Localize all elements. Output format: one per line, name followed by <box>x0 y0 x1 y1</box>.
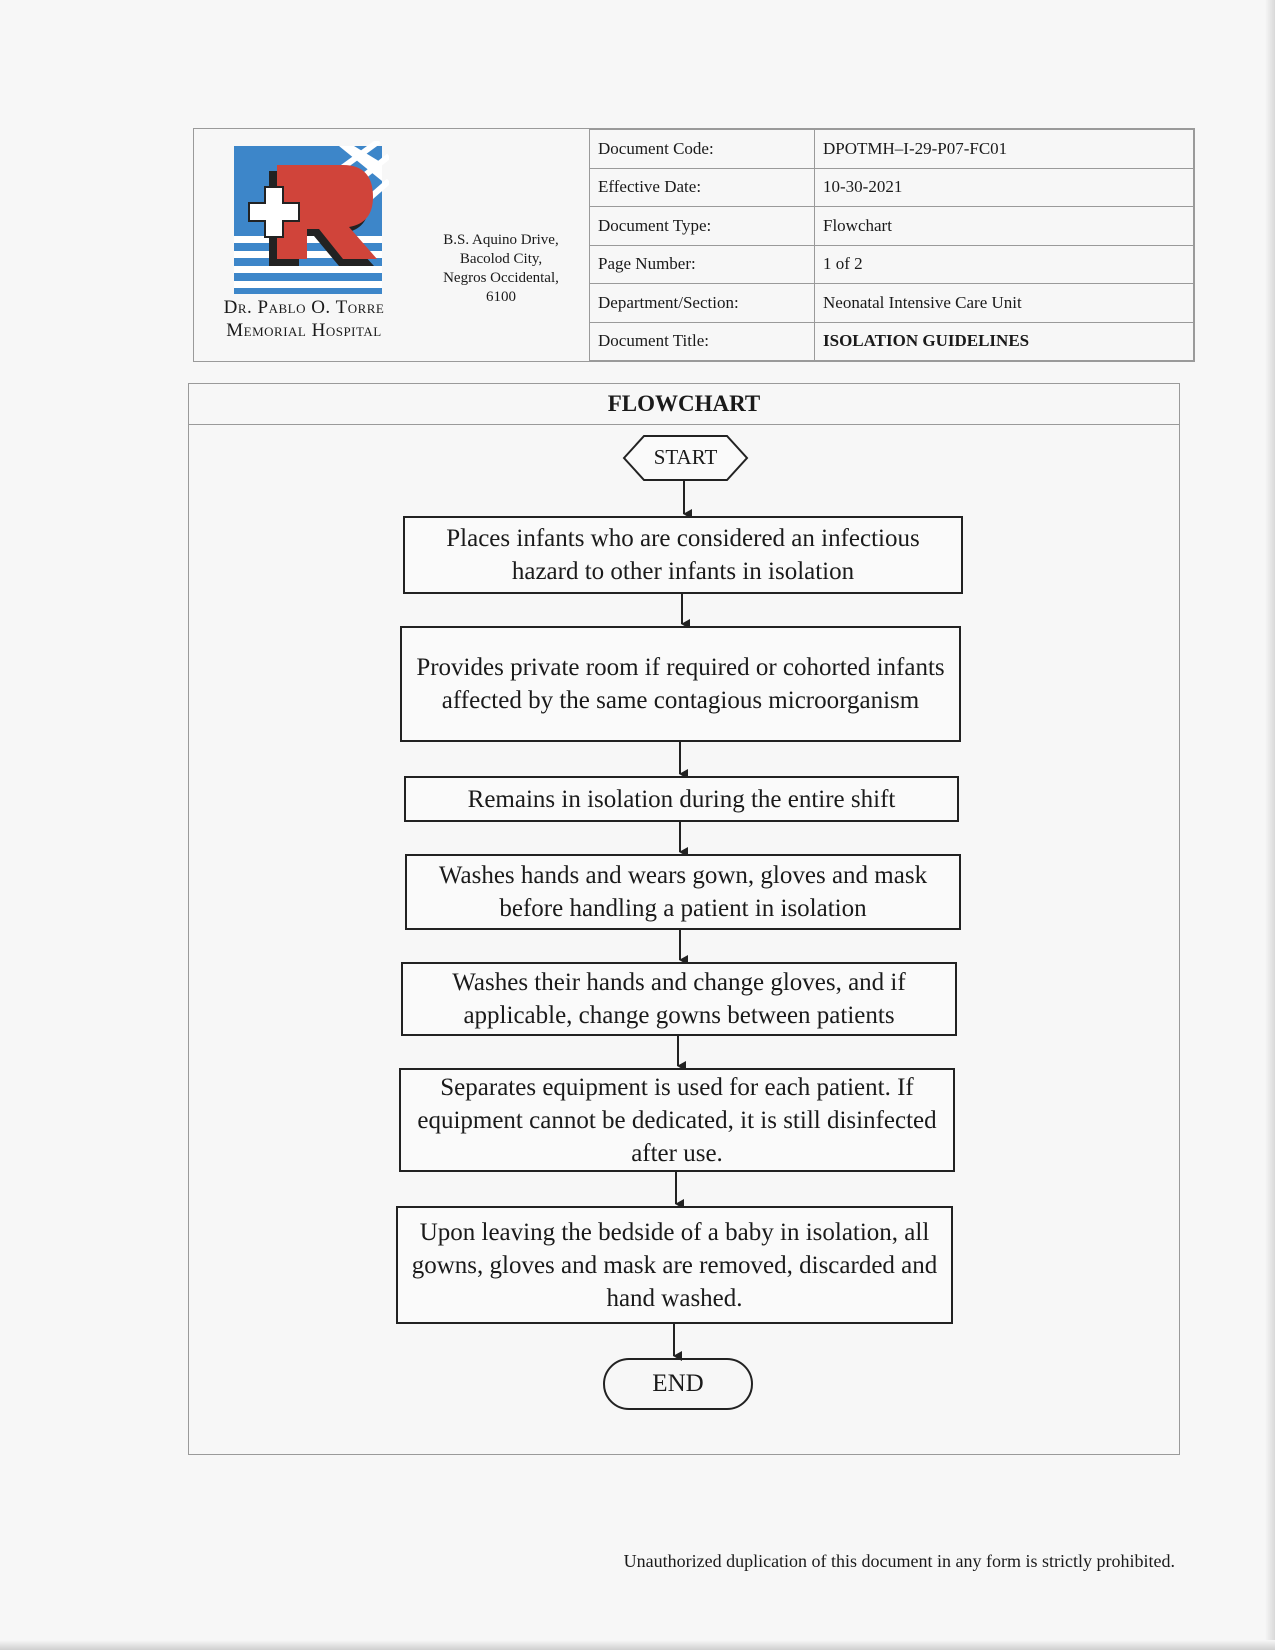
flow-step-2: Provides private room if required or cohorted infants affected by the same contagious microorganism <box>400 626 961 742</box>
info-label: Page Number: <box>590 245 815 284</box>
info-value: Flowchart <box>815 207 1194 246</box>
address-line3: Negros Occidental, <box>443 270 559 286</box>
address-line1: B.S. Aquino Drive, <box>443 232 559 248</box>
hospital-name-line1: Dr. Pablo O. Torre <box>223 297 385 318</box>
info-value: Neonatal Intensive Care Unit <box>815 284 1194 323</box>
info-value: 10-30-2021 <box>815 168 1194 207</box>
info-value: 1 of 2 <box>815 245 1194 284</box>
address-line4: 6100 <box>486 289 516 305</box>
info-label: Document Code: <box>590 130 815 169</box>
flow-step-1: Places infants who are considered an infectious hazard to other infants in isolation <box>403 516 963 594</box>
info-label: Document Title: <box>590 322 815 361</box>
document-title-value: ISOLATION GUIDELINES <box>815 322 1194 361</box>
info-label: Department/Section: <box>590 284 815 323</box>
end-terminal: END <box>603 1358 753 1410</box>
hospital-name-line2: Memorial Hospital <box>226 320 382 341</box>
flow-step-7: Upon leaving the bedside of a baby in isolation, all gowns, gloves and mask are removed, discarded and hand washed. <box>396 1206 953 1324</box>
info-label: Document Type: <box>590 207 815 246</box>
flow-step-5: Washes their hands and change gloves, and if applicable, change gowns between patients <box>401 962 957 1036</box>
start-terminal-label: START <box>653 445 718 469</box>
info-label: Effective Date: <box>590 168 815 207</box>
flowchart-title: FLOWCHART <box>189 384 1179 425</box>
flow-step-6: Separates equipment is used for each patient. If equipment cannot be dedicated, it is still disinfected after use. <box>399 1068 955 1172</box>
address-line2: Bacolod City, <box>459 251 543 267</box>
duplication-notice: Unauthorized duplication of this document in any form is strictly prohibited. <box>623 1551 1175 1571</box>
flow-step-4: Washes hands and wears gown, gloves and mask before handling a patient in isolation <box>405 854 961 930</box>
flow-step-3: Remains in isolation during the entire shift <box>404 776 959 822</box>
info-value: DPOTMH–I-29-P07-FC01 <box>815 130 1194 169</box>
